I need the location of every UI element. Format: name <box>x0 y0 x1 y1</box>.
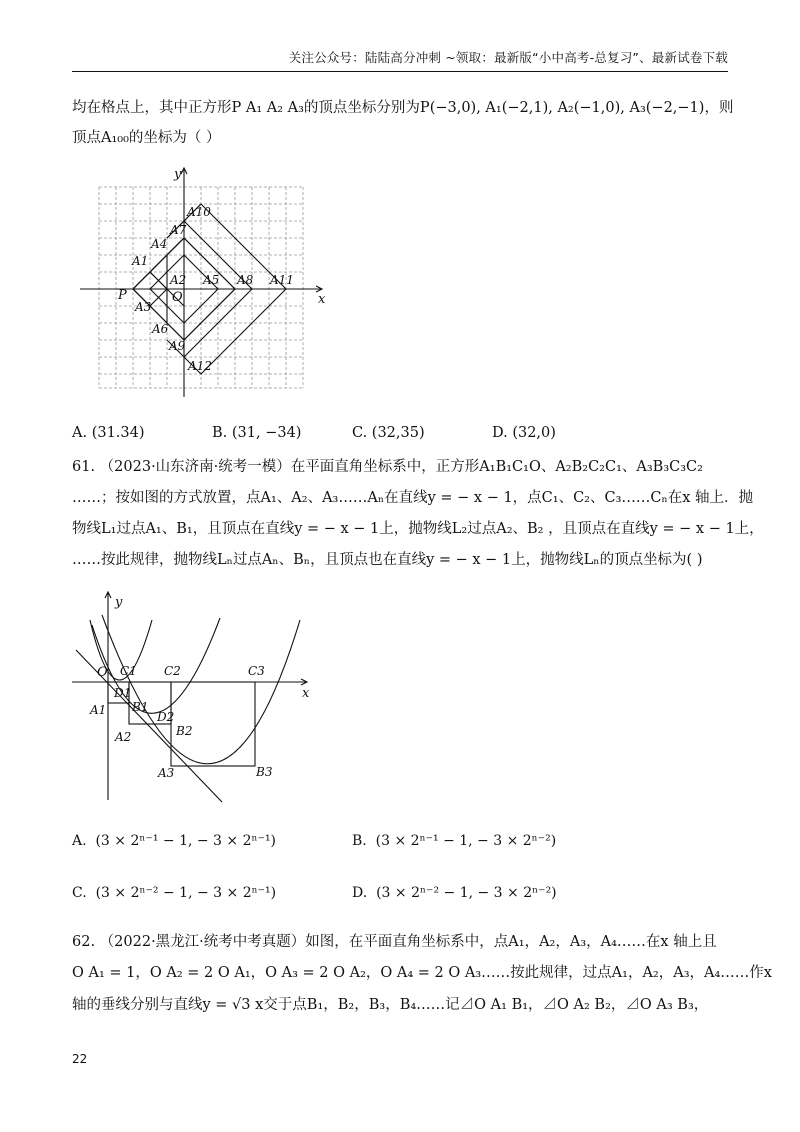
q61-option-d: D. (3 × 2ⁿ⁻² − 1, − 3 × 2ⁿ⁻²) <box>352 885 557 901</box>
q61-label-B3: B3 <box>256 765 273 779</box>
q61-label-x: x <box>302 686 310 701</box>
q60-label-x: x <box>318 292 326 307</box>
q60-label-A1: A1 <box>132 254 149 268</box>
q61-label-O: O <box>97 665 108 680</box>
q61-label-D1: D1 <box>114 686 132 700</box>
q61-label-B1: B1 <box>132 700 149 714</box>
q61-option-c: C. (3 × 2ⁿ⁻² − 1, − 3 × 2ⁿ⁻¹) <box>72 885 277 901</box>
q60-label-A7: A7 <box>170 223 187 237</box>
q60-label-A8: A8 <box>237 273 254 287</box>
q61-line-1: 61. （2023·山东济南·统考一模）在平面直角坐标系中，正方形A₁B₁C₁O、A₂B₂C₂C₁、A₃B₃C₃C₂ <box>72 459 703 475</box>
q60-label-A12: A12 <box>188 359 212 373</box>
q60-label-A4: A4 <box>151 237 168 251</box>
q61-label-A2: A2 <box>115 730 132 744</box>
page-header: 关注公众号：陆陆高分冲刺 ~领取：最新版“小中高考-总复习”、最新试卷下载 <box>288 50 728 65</box>
q61-option-a: A. (3 × 2ⁿ⁻¹ − 1, − 3 × 2ⁿ⁻¹) <box>72 833 277 849</box>
q61-label-A3: A3 <box>158 766 175 780</box>
q62-line-1: 62. （2022·黑龙江·统考中考真题）如图，在平面直角坐标系中，点A₁，A₂，A₃，A₄……在x 轴上且 <box>72 934 717 950</box>
q62-line-2: O A₁ = 1，O A₂ = 2 O A₁，O A₃ = 2 O A₂，O A₄ = 2 O A₃……按此规律，过点A₁，A₂，A₃，A₄……作x <box>72 965 772 981</box>
q61-label-y: y <box>115 595 123 610</box>
q61-option-b: B. (3 × 2ⁿ⁻¹ − 1, − 3 × 2ⁿ⁻²) <box>352 833 557 849</box>
q62-line-3: 轴的垂线分别与直线y = √3 x交于点B₁，B₂，B₃，B₄……记⊿O A₁ B₁，⊿O A₂ B₂，⊿O A₃ B₃， <box>72 997 709 1013</box>
q60-figure <box>72 160 342 405</box>
q60-label-A2: A2 <box>170 273 187 287</box>
q61-label-A1: A1 <box>90 703 107 717</box>
q60-option-d: D. (32,0) <box>492 425 556 441</box>
q61-line-4: ……按此规律，抛物线Lₙ过点Aₙ、Bₙ，且顶点也在直线y = − x − 1上，抛物线Lₙ的顶点坐标为( ) <box>72 552 703 568</box>
q61-figure <box>72 590 332 820</box>
q60-label-A5: A5 <box>203 273 220 287</box>
q60-option-b: B. (31, −34) <box>212 425 302 441</box>
page-number: 22 <box>72 1052 88 1066</box>
q60-label-O: O <box>172 290 183 305</box>
q61-label-C2: C2 <box>164 664 181 678</box>
q60-line-2: 顶点A₁₀₀的坐标为（ ） <box>72 130 221 146</box>
q61-parabola-3 <box>102 615 300 764</box>
q60-label-A10: A10 <box>187 205 211 219</box>
q61-line-2: ……；按如图的方式放置，点A₁、A₂、A₃……Aₙ在直线y = − x − 1，点C₁、C₂、C₃……Cₙ在x 轴上．抛 <box>72 490 754 506</box>
q61-label-D2: D2 <box>157 710 175 724</box>
q61-label-B2: B2 <box>176 724 193 738</box>
q60-label-A6: A6 <box>152 322 169 336</box>
q60-option-a: A. (31.34) <box>72 425 145 441</box>
q61-parabola-2 <box>92 618 220 713</box>
q60-label-A11: A11 <box>270 273 294 287</box>
q60-option-c: C. (32,35) <box>352 425 425 441</box>
q61-label-C1: C1 <box>120 664 137 678</box>
header-rule <box>72 71 728 72</box>
q61-line-3: 物线L₁过点A₁、B₁，且顶点在直线y = − x − 1上，抛物线L₂过点A₂、B₂ ，且顶点在直线y = − x − 1上， <box>72 521 764 537</box>
q60-label-P: P <box>118 288 127 303</box>
q60-line-1: 均在格点上，其中正方形P A₁ A₂ A₃的顶点坐标分别为P(−3,0), A₁(−2,1), A₂(−1,0), A₃(−2,−1)，则 <box>72 100 734 116</box>
q61-label-C3: C3 <box>248 664 265 678</box>
q60-label-A9: A9 <box>169 339 186 353</box>
q60-label-A3: A3 <box>135 300 152 314</box>
q60-label-y: y <box>174 167 182 182</box>
